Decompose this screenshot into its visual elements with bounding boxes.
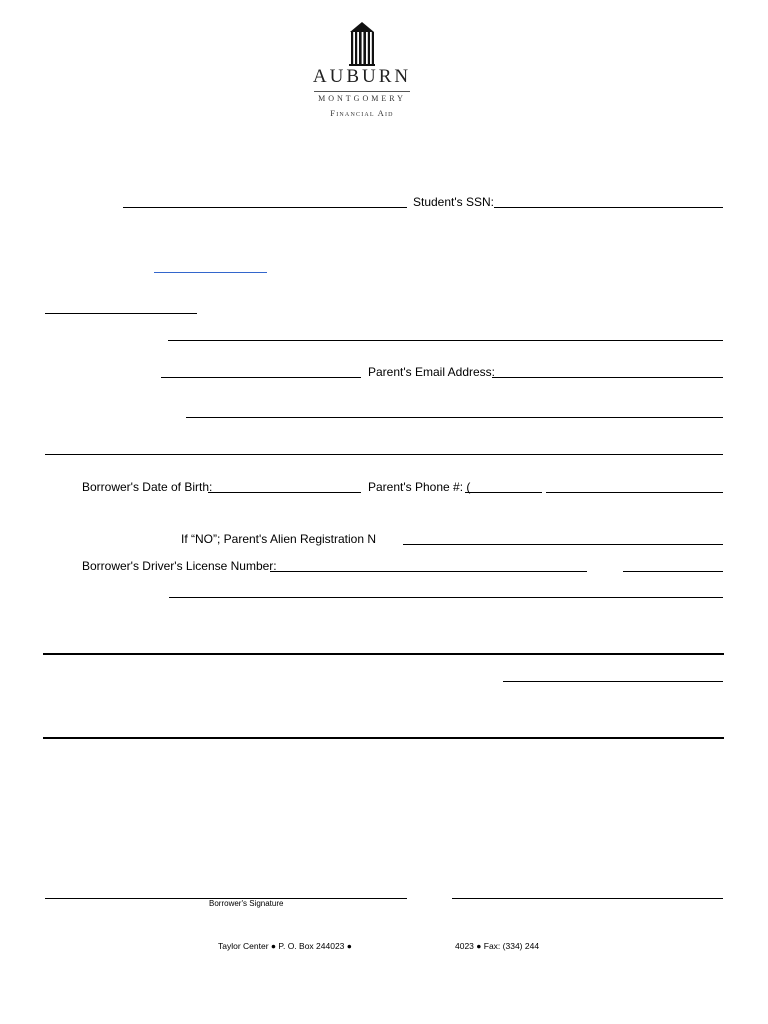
- borrower-dob-label: Borrower's Date of Birth:: [82, 480, 213, 494]
- employer-field[interactable]: [169, 597, 723, 598]
- parent-name-field[interactable]: [168, 340, 723, 341]
- email-link-underline[interactable]: [154, 272, 267, 273]
- logo-wordmark: AUBURN: [312, 66, 412, 87]
- alien-registration-label: If “NO”; Parent's Alien Registration N: [181, 532, 377, 546]
- student-ssn-label: Student's SSN:: [413, 195, 494, 209]
- parent-email-field[interactable]: [492, 377, 723, 378]
- student-ssn-field[interactable]: [494, 207, 723, 208]
- logo-divider: [314, 91, 410, 92]
- amount-field[interactable]: [503, 681, 723, 682]
- section-divider-top: [43, 653, 724, 655]
- short-blank-field[interactable]: [45, 313, 197, 314]
- section-divider-bottom: [43, 737, 724, 739]
- borrower-dob-field[interactable]: [208, 492, 361, 493]
- logo-office: Financial Aid: [330, 108, 394, 118]
- footer-address-right: 4023 ● Fax: (334) 244: [455, 941, 540, 951]
- parent-phone-number-field[interactable]: [546, 492, 723, 493]
- student-name-field[interactable]: [123, 207, 407, 208]
- date-signature-field[interactable]: [452, 898, 723, 899]
- parent-phone-area-field[interactable]: [465, 492, 542, 493]
- parent-phone-label: Parent's Phone #: (: [368, 480, 471, 494]
- parent-phone-field[interactable]: [161, 377, 361, 378]
- logo-campus: MONTGOMERY: [318, 94, 406, 103]
- license-number-field[interactable]: [270, 571, 587, 572]
- tower-logo-icon: [346, 20, 378, 66]
- borrower-signature-label: Borrower's Signature: [209, 899, 284, 908]
- license-state-field[interactable]: [623, 571, 723, 572]
- footer-address-left: Taylor Center ● P. O. Box 244023 ●: [218, 941, 352, 951]
- auburn-logo: [262, 18, 462, 123]
- parent-address-field[interactable]: [186, 417, 723, 418]
- alien-registration-field[interactable]: [403, 544, 723, 545]
- parent-email-label: Parent's Email Address:: [368, 365, 496, 379]
- license-label: Borrower's Driver's License Number:: [82, 559, 277, 573]
- section-rule: [45, 454, 723, 455]
